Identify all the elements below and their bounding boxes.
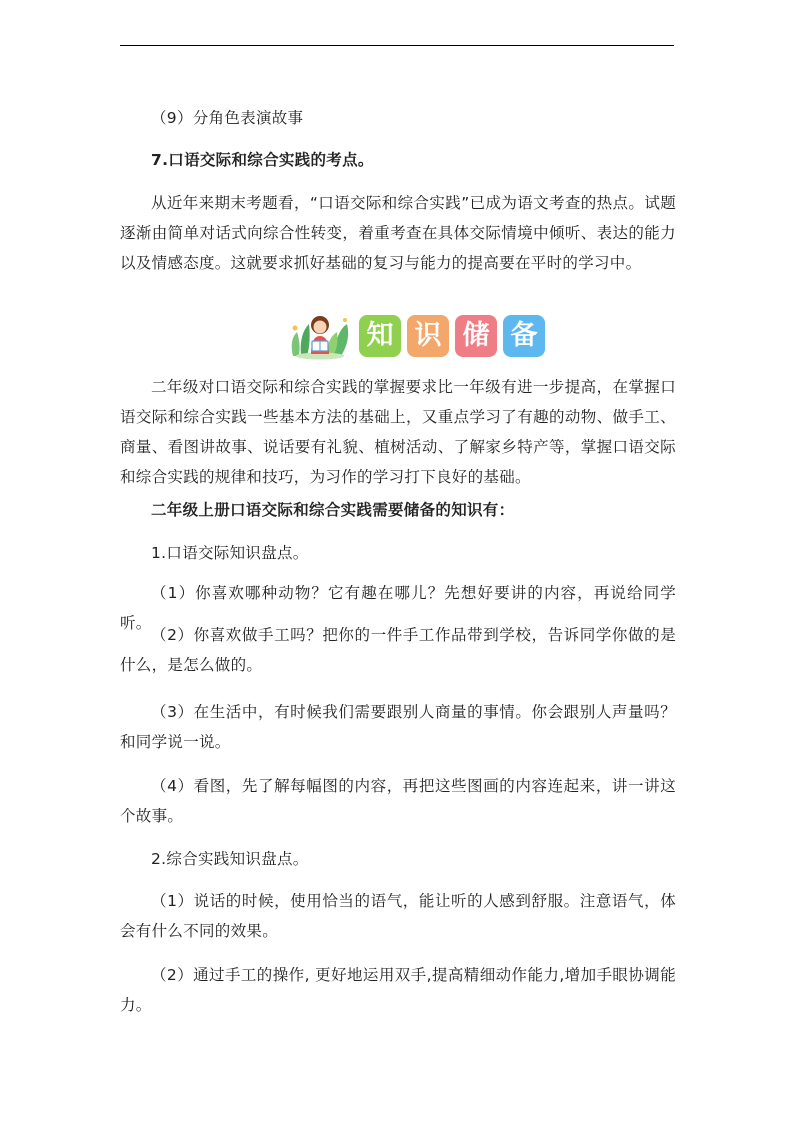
knowledge-heading: 二年级上册口语交际和综合实践需要储备的知识有： (151, 501, 515, 519)
section-title-oral: 1.口语交际知识盘点。 (151, 544, 309, 562)
practice-item-2: （2）通过手工的操作, 更好地运用双手,提高精细动作能力,增加手眼协调能力。 (120, 966, 676, 1014)
oral-item-3: （3）在生活中，有时候我们需要跟别人商量的事情。你会跟别人声量吗？和同学说一说。 (120, 703, 676, 751)
oral-item-4: （4）看图，先了解每幅图的内容，再把这些图画的内容连起来，讲一讲这个故事。 (120, 777, 676, 825)
knowledge-reserve-banner (287, 310, 547, 360)
section-heading-7: 7.口语交际和综合实践的考点。 (151, 151, 374, 169)
oral-item-2: （2）你喜欢做手工吗？把你的一件手工作品带到学校，告诉同学你做的是什么，是怎么做的。 (120, 626, 676, 674)
banner-char-zhi: 知 (359, 315, 401, 357)
header-rule (120, 45, 674, 46)
reading-girl-illustration-icon (287, 310, 353, 360)
banner-char-chu: 储 (455, 315, 497, 357)
list-item-9: （9）分角色表演故事 (151, 109, 304, 127)
intro-paragraph: 二年级对口语交际和综合实践的掌握要求比一年级有进一步提高，在掌握口语交际和综合实践一些基本方法的基础上，又重点学习了有趣的动物、做手工、商量、看图讲故事、说话要有礼貌、植树活动、了解家乡特产等，掌握口语交际和综合实践的规律和技巧，为习作的学习打下良好的基础。 (120, 378, 676, 486)
oral-item-1: （1）你喜欢哪种动物？它有趣在哪儿？先想好要讲的内容，再说给同学听。 (120, 584, 676, 632)
practice-item-1: （1）说话的时候，使用恰当的语气，能让听的人感到舒服。注意语气，体会有什么不同的效果。 (120, 892, 676, 940)
banner-char-shi: 识 (407, 315, 449, 357)
section-title-practice: 2.综合实践知识盘点。 (151, 850, 309, 868)
banner-char-bei: 备 (503, 315, 545, 357)
exam-paragraph: 从近年来期末考题看，“口语交际和综合实践”已成为语文考查的热点。试题逐渐由简单对话式向综合性转变，着重考查在具体交际情境中倾听、表达的能力以及情感态度。这就要求抓好基础的复习与能力的提高要在平时的学习中。 (120, 194, 676, 272)
